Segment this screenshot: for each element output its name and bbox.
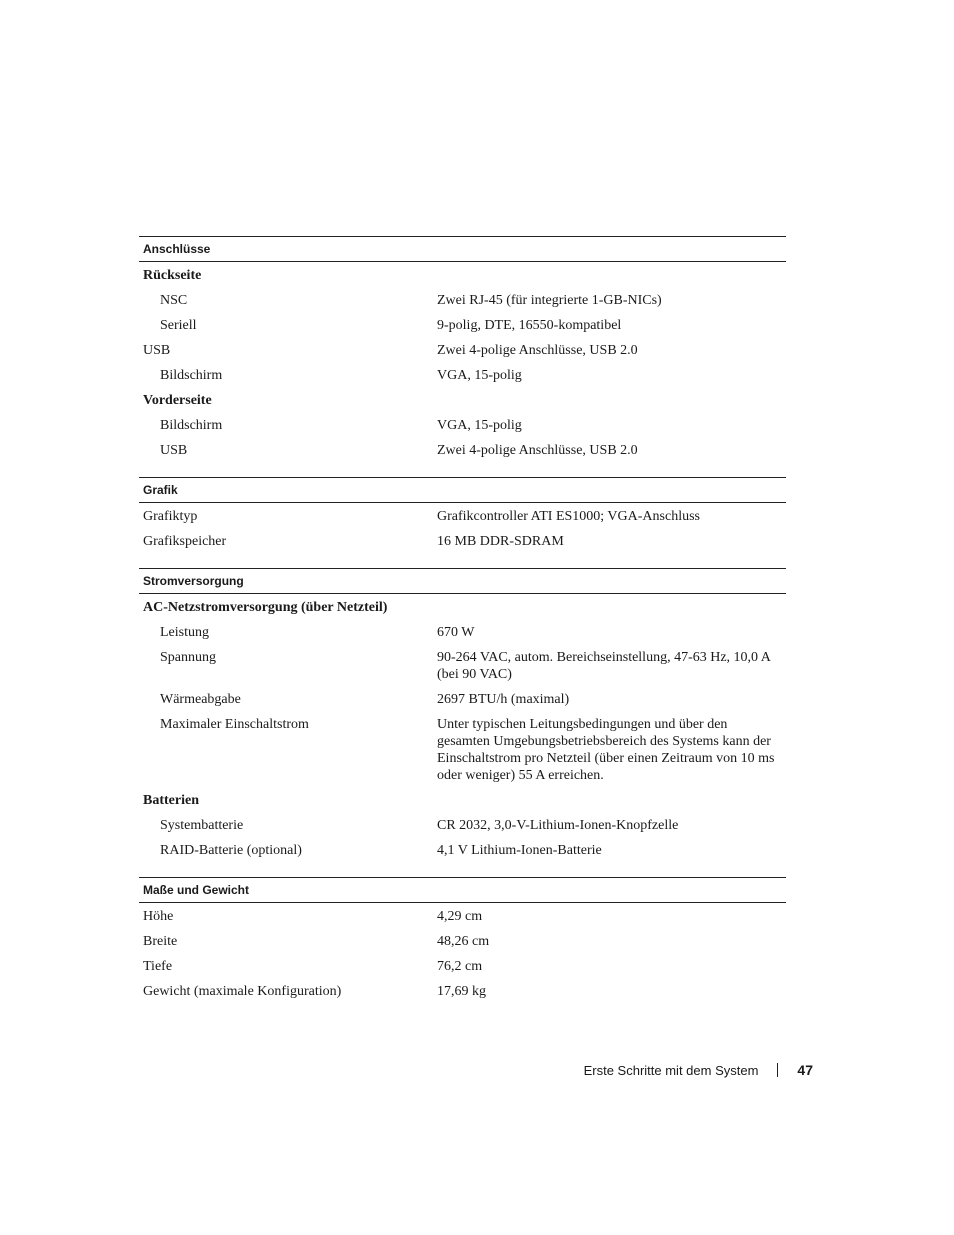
spec-section	[139, 477, 786, 554]
spec-label: USB	[143, 343, 171, 358]
spec-value: 2697 BTU/h (maximal)	[437, 692, 570, 707]
spec-group-row	[139, 788, 786, 813]
spec-label: Vorderseite	[143, 393, 212, 408]
spec-label: Bildschirm	[160, 368, 223, 383]
spec-label: Leistung	[160, 625, 209, 640]
spec-value	[437, 792, 786, 809]
spec-value: 48,26 cm	[437, 934, 490, 949]
page-footer	[584, 1062, 813, 1078]
spec-label: Tiefe	[143, 959, 173, 974]
spec-label: Wärmeabgabe	[160, 692, 241, 707]
spec-row	[139, 363, 786, 388]
spec-row	[139, 529, 786, 554]
spec-section	[139, 236, 786, 463]
spec-row	[139, 645, 786, 687]
spec-section	[139, 568, 786, 863]
spec-label: Batterien	[143, 793, 199, 808]
spec-row	[139, 954, 786, 979]
spec-row	[139, 288, 786, 313]
spec-value: Zwei 4-polige Anschlüsse, USB 2.0	[437, 443, 638, 458]
spec-row	[139, 929, 786, 954]
spec-label: USB	[160, 443, 188, 458]
section-heading: Grafik	[139, 477, 786, 503]
spec-value: 4,1 V Lithium-Ionen-Batterie	[437, 843, 602, 858]
spec-row	[139, 313, 786, 338]
spec-value: 90-264 VAC, autom. Bereichseinstellung, 47-63 Hz, 10,0 A (bei 90 VAC)	[437, 650, 771, 682]
spec-row	[139, 687, 786, 712]
spec-value: 16 MB DDR-SDRAM	[437, 534, 564, 549]
spec-value: 76,2 cm	[437, 959, 483, 974]
spec-row	[139, 438, 786, 463]
spec-row	[139, 413, 786, 438]
spec-row	[139, 338, 786, 363]
spec-row	[139, 504, 786, 529]
spec-row	[139, 838, 786, 863]
chapter-title: Erste Schritte mit dem System	[583, 1062, 759, 1078]
spec-value	[437, 599, 786, 616]
section-heading: Stromversorgung	[139, 568, 786, 594]
spec-value: 9-polig, DTE, 16550-kompatibel	[437, 318, 622, 333]
spec-value: 4,29 cm	[437, 909, 483, 924]
spec-label: Spannung	[160, 650, 216, 665]
spec-row	[139, 813, 786, 838]
spec-label: AC-Netzstromversorgung (über Netzteil)	[143, 600, 388, 615]
spec-value: VGA, 15-polig	[437, 418, 522, 433]
spec-value: CR 2032, 3,0-V-Lithium-Ionen-Knopfzelle	[437, 818, 679, 833]
spec-group-row	[139, 388, 786, 413]
spec-value	[437, 392, 786, 409]
spec-label: RAID-Batterie (optional)	[160, 843, 302, 858]
page-number: 47	[797, 1062, 813, 1078]
spec-label: Systembatterie	[160, 818, 244, 833]
spec-row	[139, 712, 786, 788]
spec-label: Maximaler Einschaltstrom	[160, 717, 309, 732]
spec-label: Seriell	[160, 318, 197, 333]
specifications-table	[139, 236, 786, 1018]
spec-label: Bildschirm	[160, 418, 223, 433]
spec-label: NSC	[160, 293, 188, 308]
spec-group-row	[139, 263, 786, 288]
spec-label: Höhe	[143, 909, 174, 924]
spec-value: Zwei 4-polige Anschlüsse, USB 2.0	[437, 343, 638, 358]
spec-value: Grafikcontroller ATI ES1000; VGA-Anschluss	[437, 509, 700, 524]
section-heading: Anschlüsse	[139, 236, 786, 262]
spec-row	[139, 979, 786, 1004]
spec-label: Breite	[143, 934, 178, 949]
spec-value: 17,69 kg	[437, 984, 486, 999]
spec-value: Zwei RJ-45 (für integrierte 1-GB-NICs)	[437, 293, 662, 308]
spec-value: 670 W	[437, 625, 475, 640]
spec-value: VGA, 15-polig	[437, 368, 522, 383]
spec-value	[437, 267, 786, 284]
spec-label: Rückseite	[143, 268, 202, 283]
spec-value: Unter typischen Leitungsbedingungen und über den gesamten Umgebungsbetriebsbereich des Systems kann der Einschaltstrom pro Netzteil (über einen Zeitraum von 10 ms oder weniger) 55 A erreichen.	[437, 717, 775, 783]
spec-section	[139, 877, 786, 1004]
spec-label: Grafikspeicher	[143, 534, 227, 549]
spec-group-row	[139, 595, 786, 620]
footer-divider	[777, 1063, 778, 1077]
spec-label: Gewicht (maximale Konfiguration)	[143, 984, 342, 999]
section-heading: Maße und Gewicht	[139, 877, 786, 903]
spec-label: Grafiktyp	[143, 509, 198, 524]
spec-row	[139, 620, 786, 645]
spec-row	[139, 904, 786, 929]
